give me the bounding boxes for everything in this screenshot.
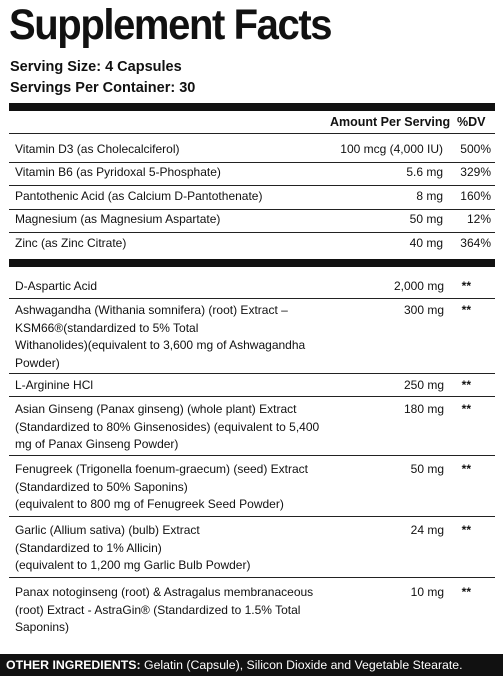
ingredient-dv: ** xyxy=(461,378,471,392)
dv-header: %DV xyxy=(457,115,486,129)
vitamin-amount: 8 mg xyxy=(416,189,443,203)
vitamin-dv: 329% xyxy=(460,165,491,179)
ingredient-amount: 50 mg xyxy=(410,462,444,476)
vitamin-amount: 40 mg xyxy=(409,236,443,250)
ingredient-name: Garlic (Allium sativa) (bulb) Extract (Standardized to 1% Allicin) (equivalent to 1,200 mg Garlic Bulb Powder) xyxy=(15,523,251,572)
row-divider xyxy=(9,455,495,456)
ingredient-name: Ashwagandha (Withania somnifera) (root) Extract – KSM66®(standardized to 5% Total Withanolides)(equivalent to 3,600 mg of Ashwagandha Powder) xyxy=(15,303,306,370)
ingredient-name: Asian Ginseng (Panax ginseng) (whole plant) Extract (Standardized to 80% Ginsenosides) (equivalent to 5,400 mg of Panax Ginseng Powder) xyxy=(15,402,320,451)
vitamin-row xyxy=(9,185,495,208)
vitamin-name: Vitamin D3 (as Cholecalciferol) xyxy=(15,142,180,156)
row-divider xyxy=(9,298,495,299)
vitamin-row xyxy=(9,138,495,161)
ingredient-name: D-Aspartic Acid xyxy=(15,279,98,293)
ingredient-dv: ** xyxy=(461,402,471,416)
vitamin-dv: 160% xyxy=(460,189,491,203)
ingredient-dv: ** xyxy=(461,523,471,537)
vitamin-row xyxy=(9,161,495,184)
servings-per-container: Servings Per Container: 30 xyxy=(10,80,196,96)
ingredient-amount: 24 mg xyxy=(410,523,444,537)
vitamin-row xyxy=(9,232,495,255)
vitamin-amount: 100 mcg (4,000 IU) xyxy=(340,142,443,156)
header-divider xyxy=(9,133,495,134)
other-ingredients-text: Gelatin (Capsule), Silicon Dioxide and Vegetable Stearate. xyxy=(140,658,463,672)
vitamin-name: Zinc (as Zinc Citrate) xyxy=(15,236,127,250)
row-divider xyxy=(9,516,495,517)
ingredient-dv: ** xyxy=(461,462,471,476)
ingredient-dv: ** xyxy=(461,279,471,293)
serving-size: Serving Size: 4 Capsules xyxy=(10,59,182,75)
ingredient-amount: 2,000 mg xyxy=(393,279,444,293)
vitamin-amount: 5.6 mg xyxy=(406,165,443,179)
ingredient-amount: 10 mg xyxy=(410,585,444,599)
ingredient-amount: 180 mg xyxy=(403,402,444,416)
vitamin-name: Pantothenic Acid (as Calcium D-Pantothenate) xyxy=(15,189,263,203)
vitamin-dv: 500% xyxy=(460,142,491,156)
vitamin-name: Magnesium (as Magnesium Aspartate) xyxy=(15,212,221,226)
panel-title: Supplement Facts xyxy=(9,1,332,49)
ingredient-dv: ** xyxy=(461,303,471,317)
other-ingredients-footer xyxy=(0,654,503,676)
row-divider xyxy=(9,396,495,397)
ingredient-amount: 300 mg xyxy=(403,303,444,317)
vitamin-dv: 12% xyxy=(466,212,491,226)
middle-divider-bar xyxy=(9,259,495,267)
row-divider xyxy=(9,373,495,374)
ingredient-amount: 250 mg xyxy=(403,378,444,392)
ingredient-dv: ** xyxy=(461,585,471,599)
vitamin-dv: 364% xyxy=(460,236,491,250)
vitamin-row xyxy=(9,208,495,231)
ingredient-name: Panax notoginseng (root) & Astragalus membranaceous (root) Extract - AstraGin® (Standardized to 1.5% Total Saponins) xyxy=(15,585,314,634)
row-divider xyxy=(9,577,495,578)
other-ingredients-label: OTHER INGREDIENTS: xyxy=(6,658,141,672)
ingredient-name: Fenugreek (Trigonella foenum-graecum) (seed) Extract (Standardized to 50% Saponins) (equivalent to 800 mg of Fenugreek Seed Powder) xyxy=(15,462,309,511)
vitamin-name: Vitamin B6 (as Pyridoxal 5-Phosphate) xyxy=(15,165,221,179)
amount-per-serving-header: Amount Per Serving xyxy=(330,115,451,129)
vitamin-amount: 50 mg xyxy=(409,212,443,226)
top-divider-bar xyxy=(9,103,495,111)
ingredient-name: L-Arginine HCl xyxy=(15,378,94,392)
